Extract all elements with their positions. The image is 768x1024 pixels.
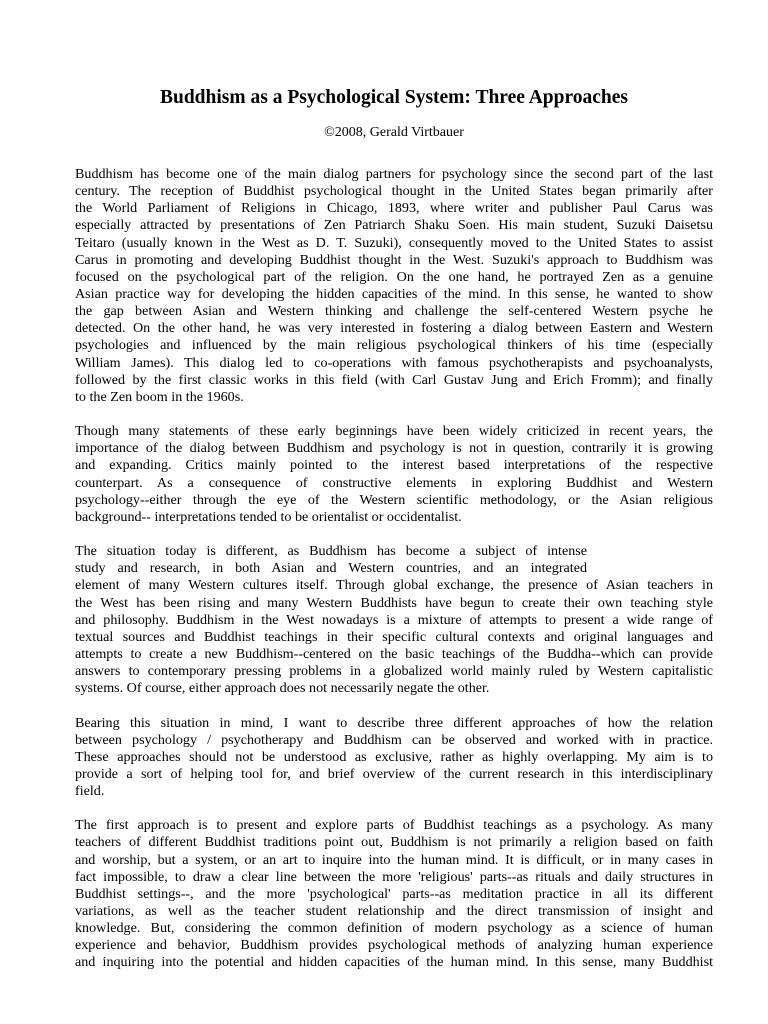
text-line: focused on the psychological part of the religion. On the one hand, he portrayed Zen as a genuine <box>75 268 713 285</box>
text-line: the gap between Asian and Western thinking and challenge the self-centered Western psyche he <box>75 303 713 320</box>
text-line: to the Zen boom in the 1960s. <box>75 388 244 405</box>
text-line: Bearing this situation in mind, I want to describe three different approaches of how the relation <box>75 714 713 731</box>
text-line: detected. On the other hand, he was very interested in fostering a dialog between Eastern and Western <box>75 320 713 337</box>
text-line: the World Parliament of Religions in Chicago, 1893, where writer and publisher Paul Carus was <box>75 200 713 217</box>
text-line: Teitaro (usually known in the West as D. T. Suzuki), consequently moved to the United States to assist <box>75 234 713 251</box>
text-line: psychology--either through the eye of the Western scientific methodology, or the Asian religious <box>75 491 713 508</box>
text-line: provide a sort of helping tool for, and brief overview of the current research in this interdisciplinary <box>75 765 713 782</box>
text-line: and worship, but a system, or an art to inquire into the human mind. It is difficult, or in many cases in <box>75 851 713 868</box>
text-line: followed by the first classic works in this field (with Carl Gustav Jung and Erich Fromm); and finally <box>75 371 713 388</box>
text-line: importance of the dialog between Buddhism and psychology is not in question, contrarily it is growing <box>75 440 713 457</box>
text-line: Asian practice way for developing the hidden capacities of the mind. In this sense, he wanted to show <box>75 285 713 302</box>
text-line: attempts to create a new Buddhism--centered on the basic teachings of the Buddha--which can provide <box>75 645 713 662</box>
document-body <box>75 166 713 989</box>
paragraph <box>75 817 713 971</box>
paragraph <box>75 166 713 406</box>
document-title: Buddhism as a Psychological System: Three Approaches <box>159 87 629 108</box>
text-line: Though many statements of these early beginnings have been widely criticized in recent years, the <box>75 423 713 440</box>
text-line: and philosophy. Buddhism in the West nowadays is a mixture of attempts to present a wide range of <box>75 611 713 628</box>
document-author: ©2008, Gerald Virtbauer <box>324 125 464 140</box>
text-line: fact impossible, to draw a clear line between the more 'religious' parts--as rituals and daily structures in <box>75 868 713 885</box>
text-line: and inquiring into the potential and hidden capacities of the human mind. In this sense, many Buddhist <box>75 954 713 971</box>
paragraph <box>75 715 713 801</box>
text-line: systems. Of course, either approach does not necessarily negate the other. <box>75 680 490 697</box>
text-line: experience and behavior, Buddhism provides psychological methods of analyzing human experience <box>75 937 713 954</box>
text-line: and expanding. Critics mainly pointed to the interest based interpretations of the respective <box>75 457 713 474</box>
text-line: The situation today is different, as Buddhism has become a subject of intense <box>75 543 587 560</box>
text-line: Buddhism has become one of the main dialog partners for psychology since the second part of the last <box>75 166 713 182</box>
text-line: textual sources and Buddhist teachings in their specific cultural contexts and original languages and <box>75 628 713 645</box>
text-line: especially attracted by presentations of Zen Patriarch Shaku Soen. His main student, Suzuki Daisetsu <box>75 217 713 234</box>
text-line: The first approach is to present and explore parts of Buddhist teachings as a psychology. As many <box>75 817 713 834</box>
text-line: counterpart. As a consequence of constructive elements in exploring Buddhist and Western <box>75 474 713 491</box>
text-line: Buddhist settings--, and the more 'psychological' parts--as meditation practice in all its different <box>75 885 713 902</box>
text-line: These approaches should not be understood as exclusive, rather as highly overlapping. My aim is to <box>75 748 713 765</box>
paragraph <box>75 543 713 697</box>
text-line: variations, as well as the teacher student relationship and the direct transmission of insight and <box>75 903 713 920</box>
text-line: William James). This dialog led to co-operations with famous psychotherapists and psychoanalysts, <box>75 354 713 371</box>
text-line: psychologies and influenced by the main religious psychological thinkers of his time (especially <box>75 337 713 354</box>
text-line: Carus in promoting and developing Buddhist thought in the West. Suzuki's approach to Buddhism was <box>75 251 713 268</box>
text-line: between psychology / psychotherapy and Buddhism can be observed and worked with in practice. <box>75 731 713 748</box>
text-line: study and research, in both Asian and Western countries, and an integrated <box>75 560 587 577</box>
text-line: background-- interpretations tended to be orientalist or occidentalist. <box>75 508 462 525</box>
text-line: field. <box>75 783 105 800</box>
text-line: century. The reception of Buddhist psychological thought in the United States began primarily after <box>75 183 713 200</box>
text-line: answers to contemporary pressing problems in a globalized world mainly ruled by Western capitalistic <box>75 663 713 680</box>
text-line: element of many Western cultures itself. Through global exchange, the presence of Asian teachers in <box>75 577 713 594</box>
text-line: teachers of different Buddhist traditions point out, Buddhism is not primarily a religion based on faith <box>75 834 713 851</box>
paragraph <box>75 423 713 526</box>
text-line: knowledge. But, considering the common definition of modern psychology as a science of human <box>75 920 713 937</box>
text-line: the West has been rising and many Western Buddhists have begun to create their own teaching style <box>75 594 713 611</box>
